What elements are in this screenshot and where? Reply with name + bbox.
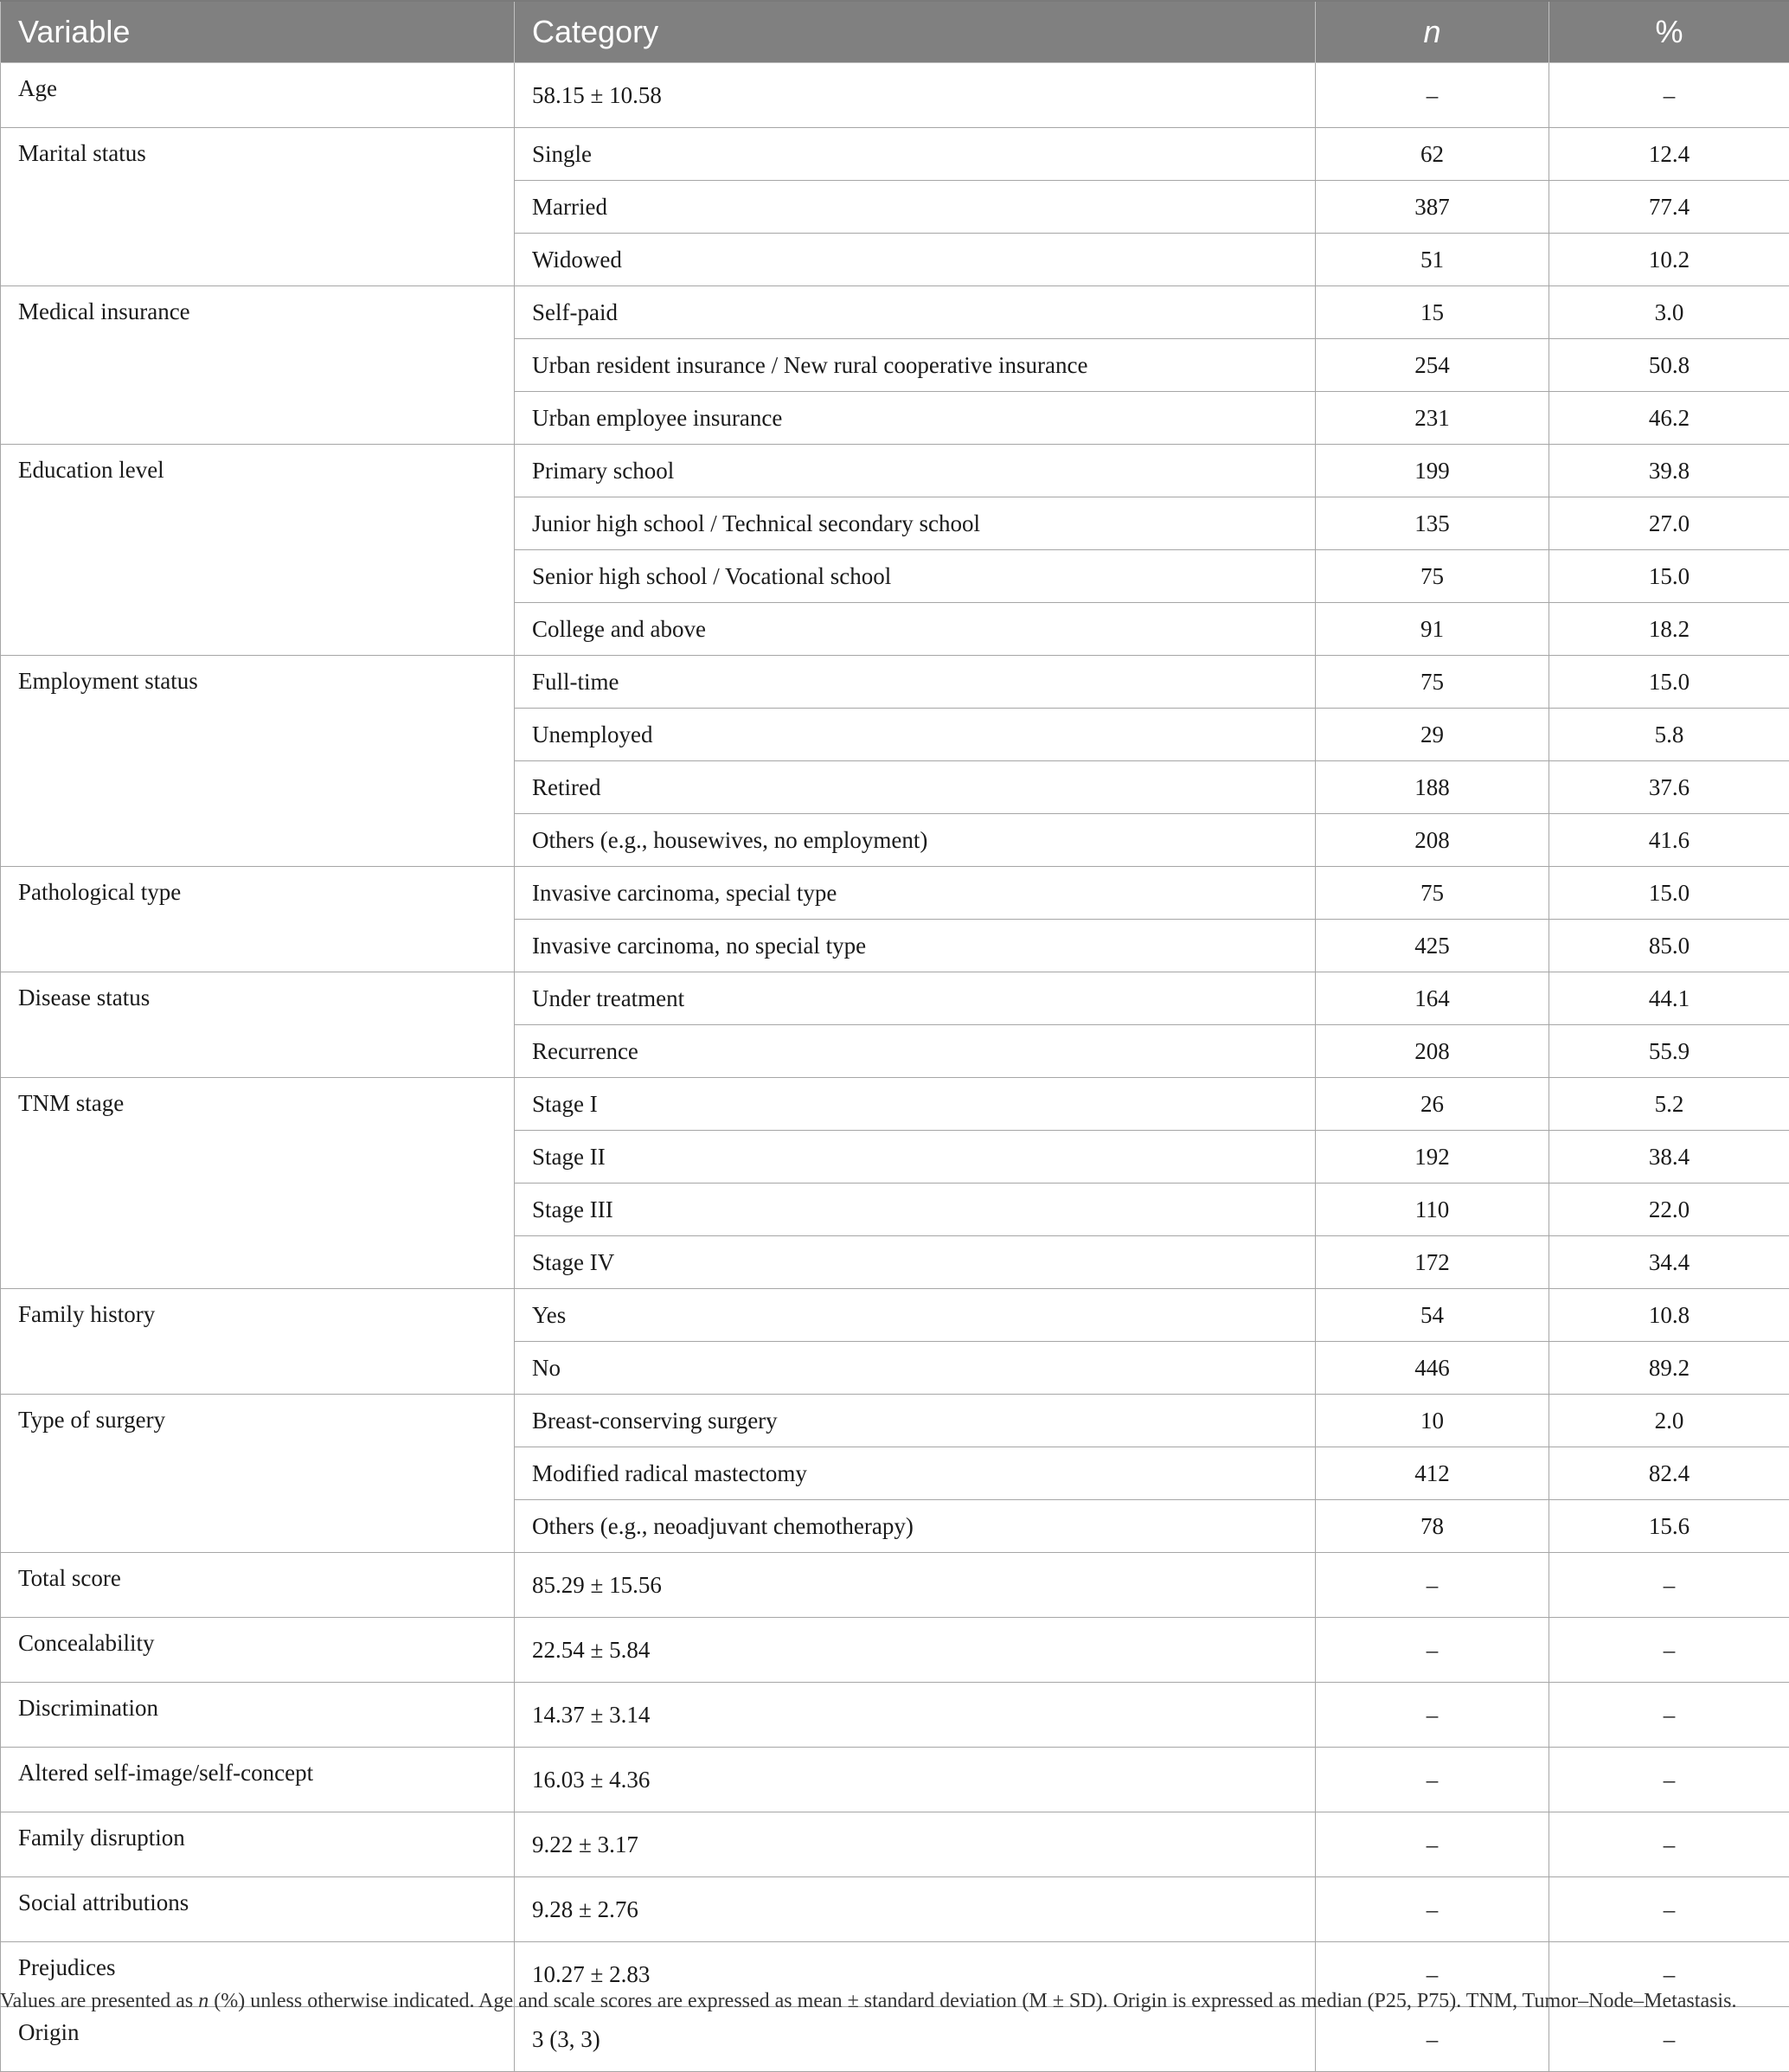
table-header-row (1, 1, 1789, 63)
footnote-text-1: Values are presented as (0, 1990, 198, 2012)
cell-percent: 77.4 (1549, 181, 1789, 234)
table-footnote (0, 1986, 1782, 2016)
cell-n: 387 (1316, 181, 1549, 234)
table-row (1, 1748, 1789, 1812)
table-row (1, 445, 1789, 497)
cell-variable: Medical insurance (1, 286, 515, 445)
cell-percent: – (1549, 1618, 1789, 1683)
cell-n: 75 (1316, 550, 1549, 603)
cell-category: College and above (515, 603, 1316, 656)
cell-n: 78 (1316, 1500, 1549, 1553)
cell-category: Urban employee insurance (515, 392, 1316, 445)
cell-category: Recurrence (515, 1025, 1316, 1078)
cell-n: – (1316, 1553, 1549, 1618)
cell-variable: Concealability (1, 1618, 515, 1683)
cell-n: – (1316, 1877, 1549, 1942)
cell-percent: 15.0 (1549, 867, 1789, 920)
cell-n: 75 (1316, 656, 1549, 709)
cell-percent: 50.8 (1549, 339, 1789, 392)
cell-n: 172 (1316, 1236, 1549, 1289)
cell-category: Widowed (515, 234, 1316, 286)
cell-percent: 89.2 (1549, 1342, 1789, 1395)
cell-category: 10.27 ± 2.83 (515, 1942, 1316, 2007)
cell-category: Self-paid (515, 286, 1316, 339)
cell-n: 135 (1316, 497, 1549, 550)
cell-n: – (1316, 1683, 1549, 1748)
cell-percent: – (1549, 1812, 1789, 1877)
cell-category: Full-time (515, 656, 1316, 709)
cell-n: 425 (1316, 920, 1549, 972)
table-row (1, 1553, 1789, 1618)
cell-variable: Education level (1, 445, 515, 656)
cell-category: Others (e.g., housewives, no employment) (515, 814, 1316, 867)
table-row (1, 972, 1789, 1025)
cell-category: 16.03 ± 4.36 (515, 1748, 1316, 1812)
cell-n: 446 (1316, 1342, 1549, 1395)
cell-category: 3 (3, 3) (515, 2007, 1316, 2072)
cell-percent: 37.6 (1549, 761, 1789, 814)
cell-percent: 34.4 (1549, 1236, 1789, 1289)
cell-category: 9.28 ± 2.76 (515, 1877, 1316, 1942)
table-row (1, 1618, 1789, 1683)
cell-category: Primary school (515, 445, 1316, 497)
cell-variable: Type of surgery (1, 1395, 515, 1553)
cell-category: Under treatment (515, 972, 1316, 1025)
cell-n: 62 (1316, 128, 1549, 181)
header-category: Category (515, 1, 1316, 63)
cell-n: – (1316, 1618, 1549, 1683)
cell-category: Invasive carcinoma, no special type (515, 920, 1316, 972)
cell-n: 75 (1316, 867, 1549, 920)
cell-variable: Altered self-image/self-concept (1, 1748, 515, 1812)
cell-n: 29 (1316, 709, 1549, 761)
cell-category: Single (515, 128, 1316, 181)
cell-n: 254 (1316, 339, 1549, 392)
cell-n: – (1316, 1748, 1549, 1812)
cell-percent: 10.8 (1549, 1289, 1789, 1342)
cell-category: Stage III (515, 1184, 1316, 1236)
cell-n: – (1316, 1942, 1549, 2007)
cell-percent: 46.2 (1549, 392, 1789, 445)
table-row (1, 63, 1789, 128)
cell-n: 199 (1316, 445, 1549, 497)
cell-variable: Origin (1, 2007, 515, 2072)
cell-variable: Employment status (1, 656, 515, 867)
cell-n: 26 (1316, 1078, 1549, 1131)
cell-percent: 39.8 (1549, 445, 1789, 497)
cell-category: Married (515, 181, 1316, 234)
cell-percent: 5.8 (1549, 709, 1789, 761)
cell-category: Junior high school / Technical secondary school (515, 497, 1316, 550)
footnote-n-italic: n (198, 1990, 208, 2012)
cell-variable: TNM stage (1, 1078, 515, 1289)
cell-category: 85.29 ± 15.56 (515, 1553, 1316, 1618)
cell-n: 412 (1316, 1447, 1549, 1500)
cell-percent: 15.0 (1549, 656, 1789, 709)
cell-percent: 82.4 (1549, 1447, 1789, 1500)
cell-percent: – (1549, 2007, 1789, 2072)
cell-variable: Age (1, 63, 515, 128)
cell-category: 14.37 ± 3.14 (515, 1683, 1316, 1748)
cell-n: 91 (1316, 603, 1549, 656)
cell-n: 164 (1316, 972, 1549, 1025)
cell-percent: 5.2 (1549, 1078, 1789, 1131)
cell-category: Modified radical mastectomy (515, 1447, 1316, 1500)
table-row (1, 2007, 1789, 2072)
cell-percent: 3.0 (1549, 286, 1789, 339)
table-row (1, 867, 1789, 920)
cell-percent: 12.4 (1549, 128, 1789, 181)
cell-n: 10 (1316, 1395, 1549, 1447)
cell-percent: – (1549, 1748, 1789, 1812)
cell-category: Stage I (515, 1078, 1316, 1131)
cell-category: Yes (515, 1289, 1316, 1342)
table-row (1, 128, 1789, 181)
cell-category: Retired (515, 761, 1316, 814)
cell-category: Breast-conserving surgery (515, 1395, 1316, 1447)
cell-percent: 18.2 (1549, 603, 1789, 656)
header-percent: % (1549, 1, 1789, 63)
cell-category: Others (e.g., neoadjuvant chemotherapy) (515, 1500, 1316, 1553)
cell-percent: – (1549, 1683, 1789, 1748)
table-row (1, 1078, 1789, 1131)
cell-n: 188 (1316, 761, 1549, 814)
cell-category: Senior high school / Vocational school (515, 550, 1316, 603)
table-row (1, 1395, 1789, 1447)
cell-category: 58.15 ± 10.58 (515, 63, 1316, 128)
cell-variable: Discrimination (1, 1683, 515, 1748)
cell-percent: 2.0 (1549, 1395, 1789, 1447)
cell-percent: – (1549, 1553, 1789, 1618)
cell-category: 22.54 ± 5.84 (515, 1618, 1316, 1683)
cell-category: Urban resident insurance / New rural cooperative insurance (515, 339, 1316, 392)
cell-n: 110 (1316, 1184, 1549, 1236)
cell-n: – (1316, 2007, 1549, 2072)
header-n: n (1316, 1, 1549, 63)
cell-n: – (1316, 1812, 1549, 1877)
cell-n: 231 (1316, 392, 1549, 445)
cell-percent: – (1549, 1942, 1789, 2007)
cell-category: 9.22 ± 3.17 (515, 1812, 1316, 1877)
cell-n: 15 (1316, 286, 1549, 339)
cell-variable: Disease status (1, 972, 515, 1078)
cell-percent: 15.6 (1549, 1500, 1789, 1553)
cell-category: No (515, 1342, 1316, 1395)
cell-category: Stage IV (515, 1236, 1316, 1289)
cell-n: 208 (1316, 814, 1549, 867)
cell-n: 51 (1316, 234, 1549, 286)
cell-variable: Pathological type (1, 867, 515, 972)
cell-percent: – (1549, 63, 1789, 128)
cell-variable: Family disruption (1, 1812, 515, 1877)
cell-percent: 38.4 (1549, 1131, 1789, 1184)
cell-n: – (1316, 63, 1549, 128)
table-row (1, 1289, 1789, 1342)
cell-percent: 10.2 (1549, 234, 1789, 286)
cell-percent: 55.9 (1549, 1025, 1789, 1078)
header-variable: Variable (1, 1, 515, 63)
cell-variable: Prejudices (1, 1942, 515, 2007)
cell-n: 54 (1316, 1289, 1549, 1342)
cell-percent: 27.0 (1549, 497, 1789, 550)
cell-percent: 41.6 (1549, 814, 1789, 867)
table-row (1, 1877, 1789, 1942)
table-body (1, 63, 1789, 2072)
table-row (1, 656, 1789, 709)
table-row (1, 1683, 1789, 1748)
cell-variable: Social attributions (1, 1877, 515, 1942)
cell-n: 192 (1316, 1131, 1549, 1184)
cell-percent: 15.0 (1549, 550, 1789, 603)
cell-percent: 22.0 (1549, 1184, 1789, 1236)
table-row (1, 1812, 1789, 1877)
cell-variable: Family history (1, 1289, 515, 1395)
cell-category: Stage II (515, 1131, 1316, 1184)
cell-percent: 85.0 (1549, 920, 1789, 972)
cell-n: 208 (1316, 1025, 1549, 1078)
cell-category: Unemployed (515, 709, 1316, 761)
footnote-text-2: (%) unless otherwise indicated. Age and scale scores are expressed as mean ± standard deviation (M ± SD). Origin is expressed as median (P25, P75). TNM, Tumor–Node–Metastasis. (208, 1990, 1736, 2012)
cell-variable: Total score (1, 1553, 515, 1618)
cell-category: Invasive carcinoma, special type (515, 867, 1316, 920)
cell-percent: – (1549, 1877, 1789, 1942)
cell-percent: 44.1 (1549, 972, 1789, 1025)
table-row (1, 286, 1789, 339)
cell-variable: Marital status (1, 128, 515, 286)
